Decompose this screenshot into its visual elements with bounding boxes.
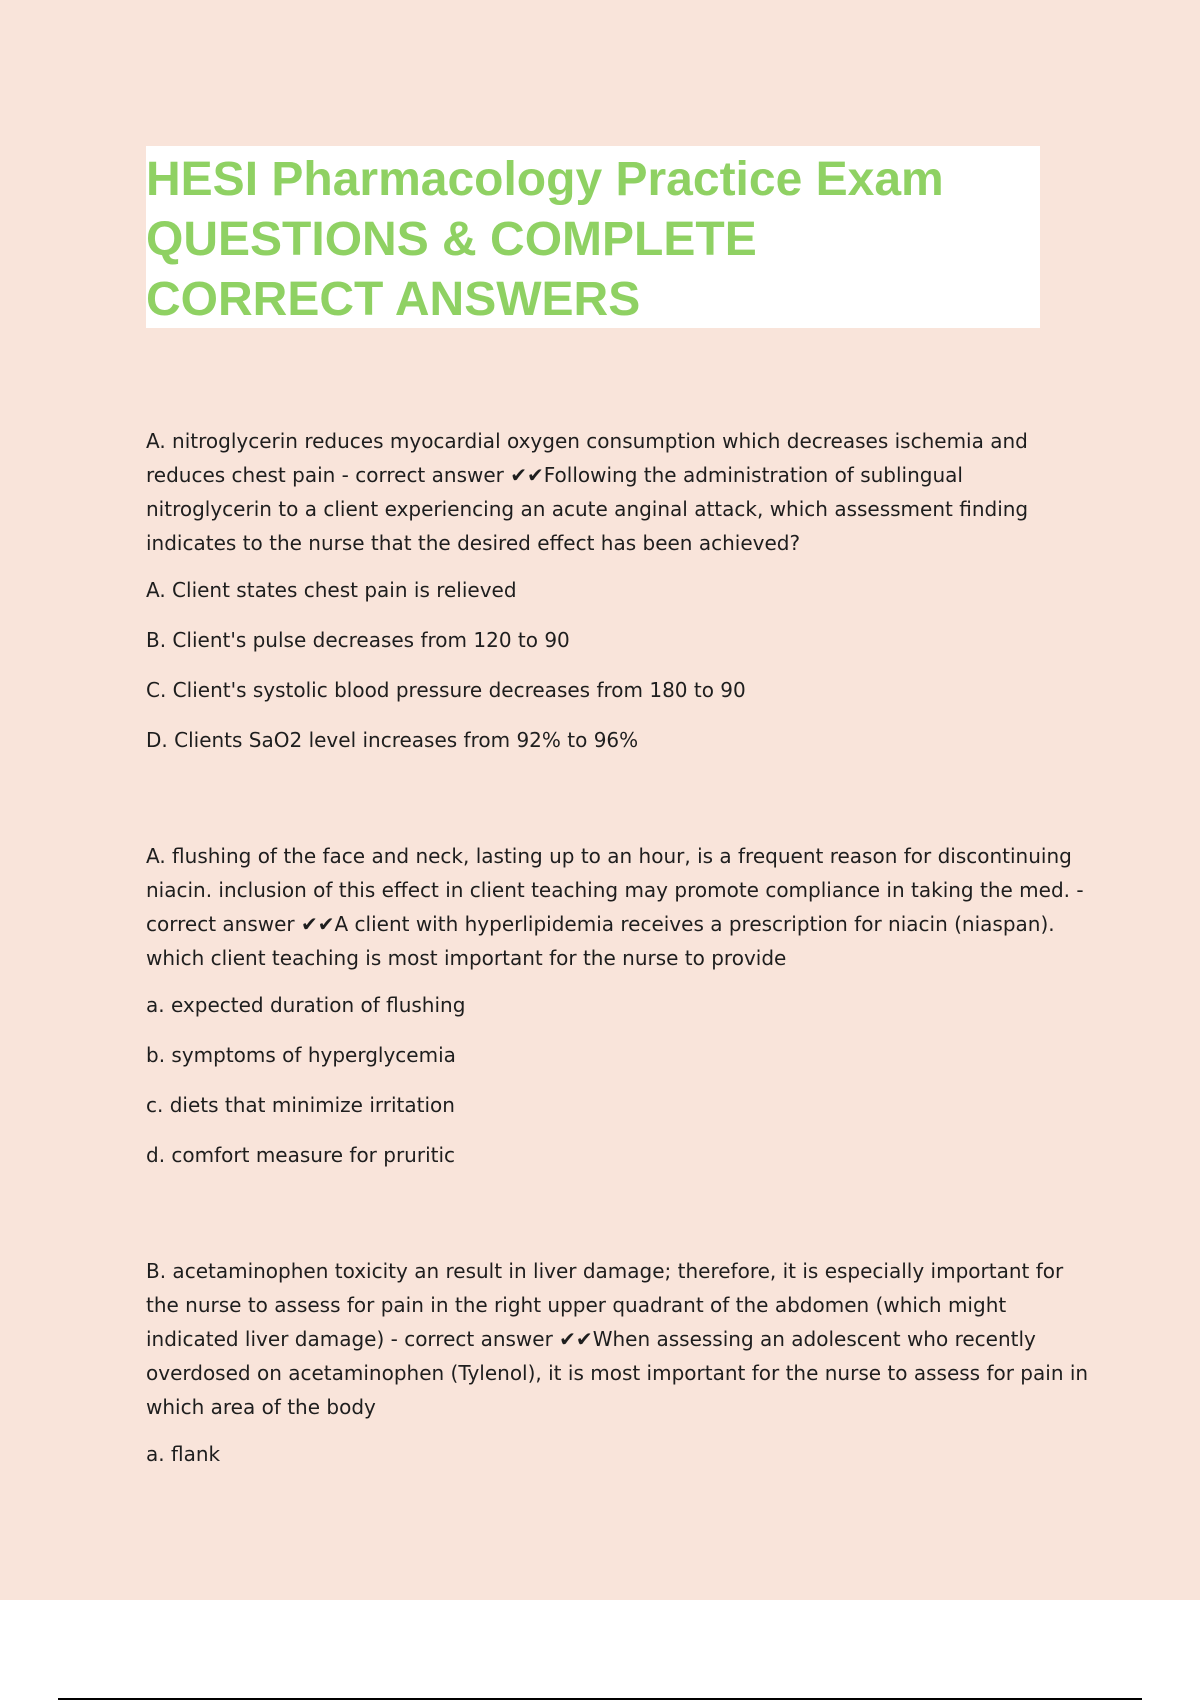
question-text: A. nitroglycerin reduces myocardial oxygen consumption which decreases ischemia and reduces chest pain - correct answer ✔✔Following the administration of sublingual nitroglycerin to a client experiencing an acute anginal attack, which assessment finding indicates to the nurse that the desired effect has been achieved?	[146, 429, 1029, 555]
answer-option: D. Clients SaO2 level increases from 92% to 96%	[146, 728, 639, 752]
page-title-line-2: QUESTIONS & COMPLETE	[146, 213, 757, 266]
question-list	[146, 424, 1094, 1553]
question-text: B. acetaminophen toxicity an result in liver damage; therefore, it is especially important for the nurse to assess for pain in the right upper quadrant of the abdomen (which might indicated liver damage) - correct answer ✔✔When assessing an adolescent who recently overdosed on acetaminophen (Tylenol), it is most important for the nurse to assess for pain in which area of the body	[146, 1259, 1089, 1419]
answer-option: a. expected duration of flushing	[146, 993, 466, 1017]
answer-option: A. Client states chest pain is relieved	[146, 578, 517, 602]
answer-option: a. flank	[146, 1442, 221, 1466]
question-block-3	[146, 1254, 1094, 1471]
question-text: A. flushing of the face and neck, lasting up to an hour, is a frequent reason for discontinuing niacin. inclusion of this effect in client teaching may promote compliance in taking the med. - correct answer ✔✔A client with hyperlipidemia receives a prescription for niacin (niaspan). which client teaching is most important for the nurse to provide	[146, 844, 1084, 970]
answer-option: d. comfort measure for pruritic	[146, 1143, 456, 1167]
page-title-line-1: HESI Pharmacology Practice Exam	[146, 153, 944, 206]
title-block	[146, 146, 1040, 328]
answer-option: b. symptoms of hyperglycemia	[146, 1043, 456, 1067]
answer-option: c. diets that minimize irritation	[146, 1093, 455, 1117]
answer-option: C. Client's systolic blood pressure decreases from 180 to 90	[146, 678, 746, 702]
page-title-line-3: CORRECT ANSWERS	[146, 273, 641, 326]
question-block-1	[146, 424, 1094, 757]
question-block-2	[146, 839, 1094, 1172]
answer-option: B. Client's pulse decreases from 120 to 90	[146, 628, 570, 652]
